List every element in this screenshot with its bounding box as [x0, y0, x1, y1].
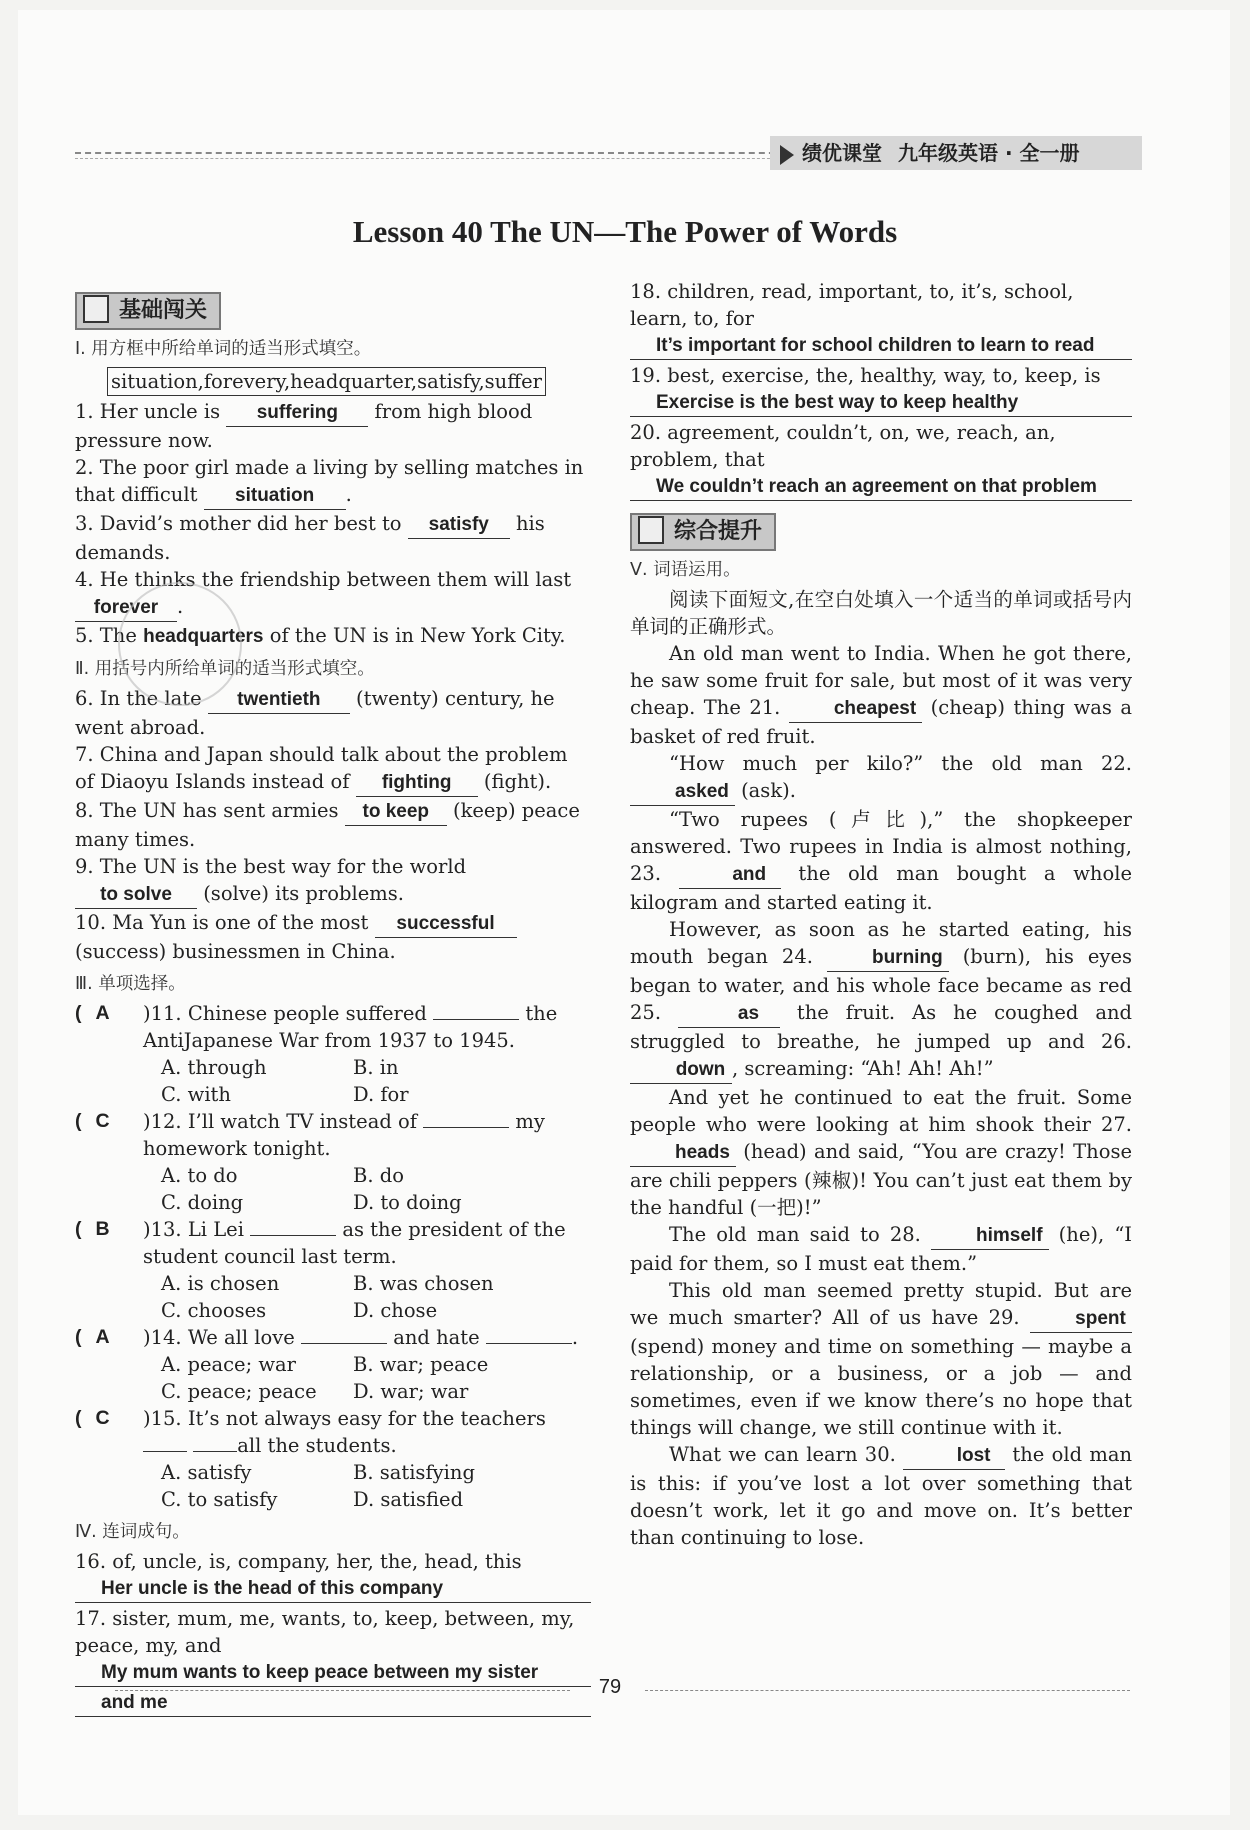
answer-2: situation [204, 482, 346, 510]
question-10: 10. Ma Yun is one of the most successful (success) businessmen in China. [75, 909, 591, 965]
section-badge-basic [75, 292, 221, 330]
passage-paragraph-3: “Two rupees (卢比),” the shopkeeper answered. Two rupees in India is almost nothing, 23. and the old man bought a whole kilogram and started eating it. [630, 808, 1133, 914]
header-rule-thin [75, 158, 795, 159]
answer-25: as [678, 1000, 780, 1028]
passage-paragraph-5: And yet he continued to eat the fruit. Some people who were looking at him shook their 27. heads (head) and said, “You are crazy! Those are chili peppers (辣椒)! You can’t just eat them by the handful (一把)!” [630, 1086, 1133, 1219]
question-11: ( A )11. Chinese people suffered the AntiJapanese War from 1937 to 1945. A. through B. in C. with D. for [75, 1002, 558, 1106]
part5-instruction: Ⅴ. 词语运用。 [630, 560, 741, 580]
question-17: 17. sister, mum, me, wants, to, keep, between, my, peace, my, and [75, 1607, 575, 1657]
answer-4: forever [75, 594, 177, 622]
passage-paragraph-7: This old man seemed pretty stupid. But are we much smarter? All of us have 29. spent (spend) money and time on something — maybe a relationship, or a business, or a job — and sometimes, even if we know there’s no hope that things will change, we still continue with it. [630, 1279, 1132, 1439]
play-triangle-icon [780, 145, 794, 165]
question-4: 4. He thinks the friendship between them will last forever . [75, 566, 591, 622]
question-3: 3. David’s mother did her best to satisfy his demands. [75, 512, 545, 564]
question-6: 6. In the late twentieth (twenty) century, he went abroad. [75, 687, 555, 739]
question-2: 2. The poor girl made a living by selling matches in that difficult situation . [75, 454, 591, 510]
answer-6: twentieth [208, 686, 350, 714]
stamp-seal [118, 582, 242, 706]
header-rule [75, 152, 795, 154]
question-16: 16. of, uncle, is, company, her, the, head, this [75, 1550, 522, 1573]
answer-29: spent [1030, 1305, 1132, 1333]
answer-19: Exercise is the best way to keep healthy [630, 389, 1132, 417]
passage-paragraph-1: An old man went to India. When he got there, he saw some fruit for sale, but most of it was very cheap. The 21. cheapest (cheap) thing was a basket of red fruit. [630, 642, 1133, 748]
answer-30: lost [903, 1442, 1005, 1470]
answer-27: heads [630, 1139, 736, 1167]
answer-10: successful [375, 910, 517, 938]
part2-instruction: Ⅱ. 用括号内所给单词的适当形式填空。 [75, 659, 375, 679]
question-18: 18. children, read, important, to, it’s, school, learn, to, for [630, 280, 1074, 330]
left-column [75, 292, 591, 1719]
passage-paragraph-4: However, as soon as he started eating, his mouth began 24. burning (burn), his eyes began to water, and his whole face became as red 25. as the fruit. As he coughed and struggled to breathe, he jumped up and 26. down , screaming: “Ah! Ah! Ah!” [630, 916, 1132, 1084]
question-7: 7. China and Japan should talk about the problem of Diaoyu Islands instead of fighting (fight). [75, 741, 591, 797]
answer-8: to keep [345, 798, 447, 826]
footer-rule-right [645, 1690, 1130, 1691]
header-badge [770, 136, 1142, 170]
answer-22: asked [630, 778, 735, 806]
right-column [630, 278, 1132, 1551]
word-box: situation,forevery,headquarter,satisfy,suffer [107, 367, 546, 396]
question-19: 19. best, exercise, the, healthy, way, to, keep, is [630, 364, 1101, 387]
passage-paragraph-6: The old man said to 28. himself (he), “I paid for them, so I must eat them.” [630, 1223, 1132, 1275]
notebook-icon [83, 295, 109, 323]
answer-1: suffering [226, 399, 368, 427]
answer-12: C [95, 1110, 110, 1132]
answer-14: A [95, 1326, 110, 1348]
book-name: 九年级英语 · 全一册 [898, 141, 1080, 165]
passage-paragraph-2: “How much per kilo?” the old man 22. asked (ask). [630, 750, 1132, 806]
section-badge-advanced [630, 513, 776, 551]
question-12: ( C )12. I’ll watch TV instead of my homework tonight. A. to do B. do C. doing D. to doing [75, 1110, 545, 1214]
part3-instruction: Ⅲ. 单项选择。 [75, 974, 186, 994]
answer-24: burning [827, 944, 949, 972]
footer-rule-left [115, 1690, 570, 1691]
brand-name: 绩优课堂 [802, 141, 882, 165]
answer-20: We couldn’t reach an agreement on that problem [630, 473, 1132, 501]
directions: 阅读下面短文,在空白处填入一个适当的单词或括号内单词的正确形式。 [630, 588, 1132, 638]
answer-16: Her uncle is the head of this company [75, 1575, 591, 1603]
question-8: 8. The UN has sent armies to keep (keep) peace many times. [75, 799, 580, 851]
answer-5: headquarters [143, 626, 264, 647]
part1-instruction: Ⅰ. 用方框中所给单词的适当形式填空。 [75, 339, 372, 359]
answer-15: C [95, 1407, 110, 1429]
answer-3: satisfy [408, 511, 510, 539]
answer-21: cheapest [789, 695, 922, 723]
section-badge-label: 基础闯关 [119, 298, 208, 323]
answer-18: It’s important for school children to learn to read [630, 332, 1132, 360]
question-15: ( C )15. It’s not always easy for the teachers all the students. A. satisfy B. satisfying C. to satisfy D. satisfied [75, 1407, 546, 1511]
question-5: 5. The headquarters of the UN is in New York City. [75, 622, 591, 650]
answer-13: B [95, 1218, 110, 1240]
notebook-icon [638, 516, 664, 544]
section-badge-label: 综合提升 [674, 519, 763, 544]
lesson-title: Lesson 40 The UN—The Power of Words [352, 214, 898, 249]
question-14: ( A )14. We all love and hate . A. peace; war B. war; peace C. peace; peace D. war; war [75, 1326, 579, 1403]
answer-17-line2: and me [75, 1689, 591, 1717]
answer-26: down [630, 1056, 732, 1084]
answer-11: A [95, 1002, 110, 1024]
passage-paragraph-8: What we can learn 30. lost the old man is this: if you’ve lost a lot over something that doesn’t work, let it go and move on. It’s better than continuing to lose. [630, 1443, 1132, 1549]
answer-9: to solve [75, 881, 197, 909]
answer-23: and [679, 861, 781, 889]
answer-7: fighting [356, 769, 478, 797]
question-1: 1. Her uncle is suffering from high blood pressure now. [75, 400, 533, 452]
question-9: 9. The UN is the best way for the world to solve (solve) its problems. [75, 853, 591, 909]
question-13: ( B )13. Li Lei as the president of the student council last term. A. is chosen B. was chosen C. chooses D. chose [75, 1218, 566, 1322]
question-20: 20. agreement, couldn’t, on, we, reach, an, problem, that [630, 421, 1056, 471]
answer-17-line1: My mum wants to keep peace between my sister [75, 1659, 591, 1687]
answer-28: himself [931, 1222, 1049, 1250]
part4-instruction: Ⅳ. 连词成句。 [75, 1522, 190, 1542]
page-number: 79 [598, 1676, 622, 1698]
